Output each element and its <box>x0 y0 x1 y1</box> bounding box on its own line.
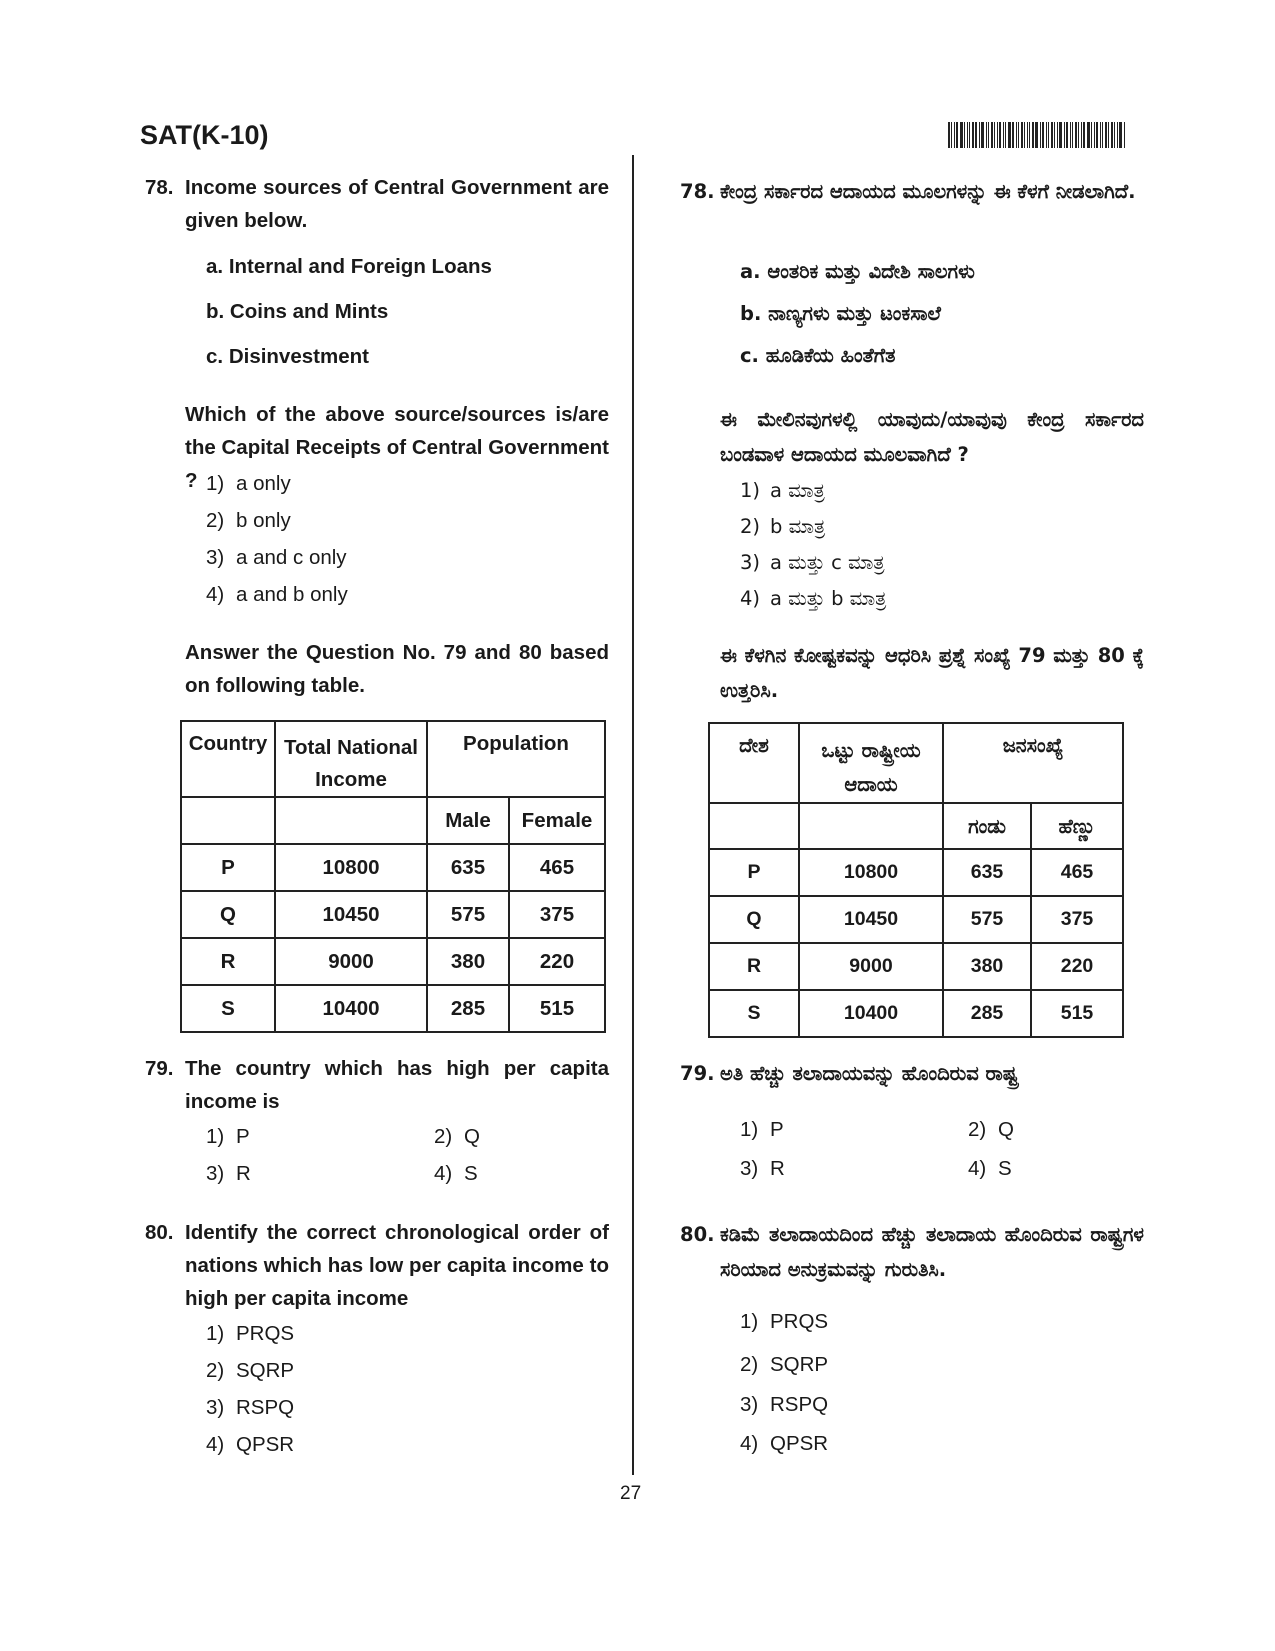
table-header: Country <box>181 721 275 797</box>
list-item: a. Internal and Foreign Loans <box>206 255 492 278</box>
list-item: a. ಆಂತರಿಕ ಮತ್ತು ವಿದೇಶಿ ಸಾಲಗಳು <box>740 260 975 283</box>
answer-option[interactable]: 3) a and c only <box>206 546 347 569</box>
table-row: P 10800 635 465 <box>181 844 605 891</box>
table-header: Male <box>427 797 509 844</box>
answer-option[interactable]: 1) P <box>740 1118 784 1141</box>
answer-option[interactable]: 3) R <box>740 1157 785 1180</box>
data-table-kn <box>708 722 1124 1038</box>
answer-option[interactable]: 1) a only <box>206 472 291 495</box>
table-row: P 10800 635 465 <box>709 849 1123 896</box>
table-row: Q 10450 575 375 <box>709 896 1123 943</box>
table-header: ಹೆಣ್ಣು <box>1031 803 1123 849</box>
question-stem: Income sources of Central Government are given below. <box>185 176 609 232</box>
answer-option[interactable]: 4) S <box>434 1162 478 1185</box>
list-item: c. Disinvestment <box>206 345 369 368</box>
answer-option[interactable]: 4) a and b only <box>206 583 348 606</box>
table-header: ಜನಸಂಖ್ಯೆ <box>943 723 1123 803</box>
answer-option[interactable]: 1) PRQS <box>206 1322 295 1345</box>
list-item: b. ನಾಣ್ಯಗಳು ಮತ್ತು ಟಂಕಸಾಲೆ <box>740 302 941 325</box>
table-header: ಒಟ್ಟು ರಾಷ್ಟ್ರೀಯ ಆದಾಯ <box>799 723 943 803</box>
table-header: Total National Income <box>275 721 427 797</box>
table-header: Female <box>509 797 605 844</box>
table-row: S 10400 285 515 <box>709 990 1123 1037</box>
table-row: R 9000 380 220 <box>709 943 1123 990</box>
table-header: ದೇಶ <box>709 723 799 803</box>
data-table <box>180 720 606 1033</box>
answer-option[interactable]: 2) Q <box>968 1118 1014 1141</box>
table-row: R 9000 380 220 <box>181 938 605 985</box>
list-item: b. Coins and Mints <box>206 300 389 323</box>
barcode-image <box>948 122 1126 148</box>
answer-option[interactable]: 4) S <box>968 1157 1012 1180</box>
answer-option[interactable]: 2) SQRP <box>206 1359 295 1382</box>
page-number: 27 <box>620 1483 642 1504</box>
answer-option[interactable]: 4) a ಮತ್ತು b ಮಾತ್ರ <box>740 587 887 610</box>
answer-option[interactable]: 3) RSPQ <box>206 1396 295 1419</box>
answer-option[interactable]: 4) QPSR <box>740 1432 829 1455</box>
paper-code: SAT(K-10) <box>140 120 269 150</box>
column-divider <box>632 155 634 1475</box>
question-number: 78. <box>145 176 174 199</box>
answer-option[interactable]: 4) QPSR <box>206 1433 295 1456</box>
answer-option[interactable]: 1) a ಮಾತ್ರ <box>740 479 825 502</box>
table-row: Q 10450 575 375 <box>181 891 605 938</box>
answer-option[interactable]: 2) SQRP <box>740 1353 829 1376</box>
answer-option[interactable]: 3) a ಮತ್ತು c ಮಾತ್ರ <box>740 551 885 574</box>
answer-option[interactable]: 1) PRQS <box>740 1310 829 1333</box>
answer-option[interactable]: 2) b only <box>206 509 291 532</box>
table-row: S 10400 285 515 <box>181 985 605 1032</box>
list-item: c. ಹೂಡಿಕೆಯ ಹಿಂತೆಗೆತ <box>740 344 896 367</box>
table-header: Population <box>427 721 605 797</box>
answer-option[interactable]: 2) b ಮಾತ್ರ <box>740 515 826 538</box>
answer-option[interactable]: 1) P <box>206 1125 250 1148</box>
answer-option[interactable]: 3) RSPQ <box>740 1393 829 1416</box>
table-header: ಗಂಡು <box>943 803 1031 849</box>
answer-option[interactable]: 2) Q <box>434 1125 480 1148</box>
answer-option[interactable]: 3) R <box>206 1162 251 1185</box>
